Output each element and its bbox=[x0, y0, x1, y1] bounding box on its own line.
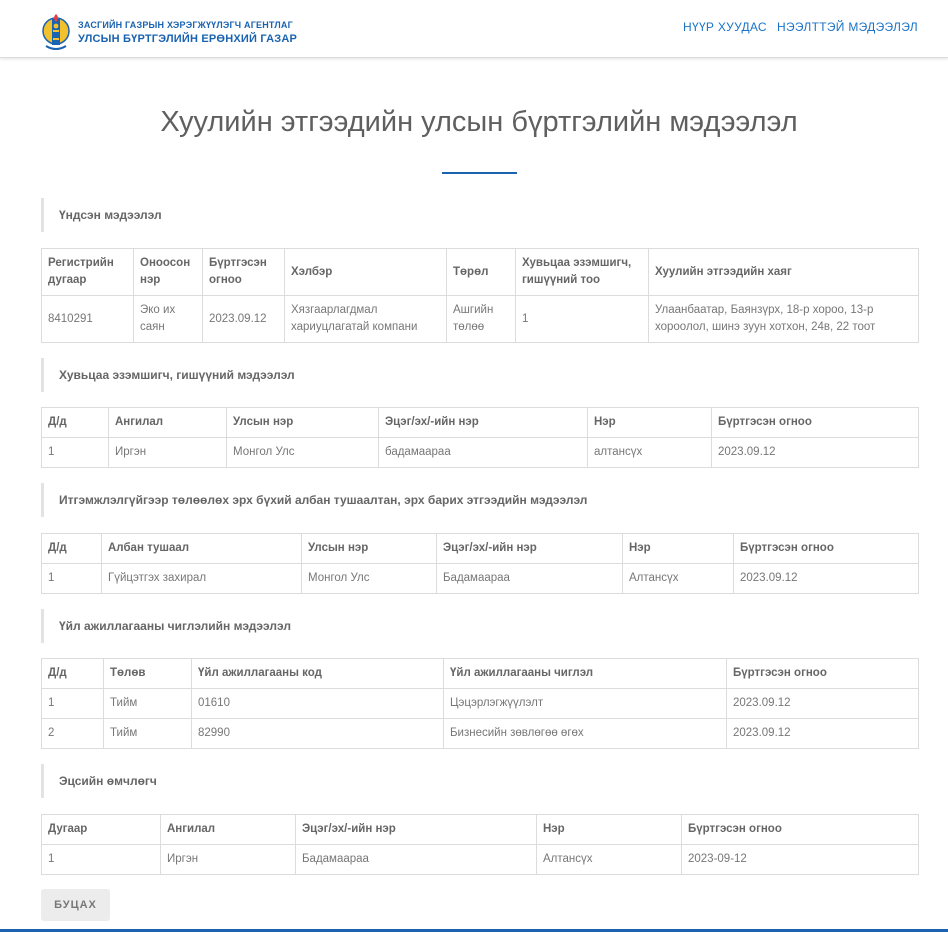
table-cell: Иргэн bbox=[109, 438, 227, 468]
table-header-row bbox=[42, 249, 919, 296]
section-heading-officials: Итгэмжлэлгүйгээр төлөөлөх эрх бүхий албан тушаалтан, эрх барих этгээдийн мэдээлэл bbox=[41, 483, 587, 517]
table-cell: 1 bbox=[42, 564, 102, 594]
shareholders-table bbox=[41, 407, 919, 468]
table-cell: 2023.09.12 bbox=[203, 296, 285, 343]
table-cell: Алтансүх bbox=[537, 845, 682, 875]
column-header: Ангилал bbox=[161, 815, 296, 845]
site-header bbox=[0, 0, 948, 58]
column-header: Д/д bbox=[42, 408, 109, 438]
column-header: Нэр bbox=[623, 534, 734, 564]
column-header: Эцэг/эх/-ийн нэр bbox=[437, 534, 623, 564]
column-header: Бүртгэсэн огноо bbox=[734, 534, 919, 564]
column-header: Улсын нэр bbox=[227, 408, 379, 438]
column-header: Төлөв bbox=[104, 659, 192, 689]
column-header: Төрөл bbox=[447, 249, 516, 296]
table-cell: алтансүх bbox=[588, 438, 712, 468]
table-cell: 1 bbox=[42, 845, 161, 875]
table-cell: Ашгийн төлөө bbox=[447, 296, 516, 343]
table-cell: Иргэн bbox=[161, 845, 296, 875]
column-header: Нэр bbox=[588, 408, 712, 438]
section-heading-beneficial-owner: Эцсийн өмчлөгч bbox=[41, 764, 157, 798]
column-header: Нэр bbox=[537, 815, 682, 845]
column-header: Улсын нэр bbox=[302, 534, 437, 564]
column-header: Регистрийн дугаар bbox=[42, 249, 134, 296]
activities-table bbox=[41, 658, 919, 749]
table-cell: 2023.09.12 bbox=[727, 689, 919, 719]
section-heading-activities: Үйл ажиллагааны чиглэлийн мэдээлэл bbox=[41, 609, 291, 643]
nav-home-link[interactable]: НҮҮР ХУУДАС bbox=[683, 20, 767, 34]
table-cell: Бизнесийн зөвлөгөө өгөх bbox=[444, 719, 727, 749]
table-cell: Хязгаарлагдмал хариуцлагатай компани bbox=[285, 296, 447, 343]
table-row bbox=[42, 689, 919, 719]
column-header: Албан тушаал bbox=[102, 534, 302, 564]
table-header-row bbox=[42, 659, 919, 689]
basic-info-table bbox=[41, 248, 919, 343]
column-header: Дугаар bbox=[42, 815, 161, 845]
table-cell: Тийм bbox=[104, 689, 192, 719]
column-header: Хуулийн этгээдийн хаяг bbox=[649, 249, 919, 296]
table-cell: Алтансүх bbox=[623, 564, 734, 594]
table-cell: 2023.09.12 bbox=[734, 564, 919, 594]
table-cell: Тийм bbox=[104, 719, 192, 749]
column-header: Үйл ажиллагааны чиглэл bbox=[444, 659, 727, 689]
table-header-row bbox=[42, 815, 919, 845]
title-divider bbox=[442, 172, 517, 174]
column-header: Үйл ажиллагааны код bbox=[192, 659, 444, 689]
table-row bbox=[42, 845, 919, 875]
table-cell: Бадамаараа bbox=[296, 845, 537, 875]
table-cell: 2023.09.12 bbox=[727, 719, 919, 749]
officials-table bbox=[41, 533, 919, 594]
table-cell: 2023.09.12 bbox=[712, 438, 919, 468]
column-header: Ангилал bbox=[109, 408, 227, 438]
column-header: Эцэг/эх/-ийн нэр bbox=[379, 408, 588, 438]
table-cell: Цэцэрлэгжүүлэлт bbox=[444, 689, 727, 719]
column-header: Д/д bbox=[42, 534, 102, 564]
table-cell: Улаанбаатар, Баянзүрх, 18-р хороо, 13-р хороолол, шинэ зуун хотхон, 24в, 22 тоот bbox=[649, 296, 919, 343]
org-name-line1: ЗАСГИЙН ГАЗРЫН ХЭРЭГЖҮҮЛЭГЧ АГЕНТЛАГ bbox=[78, 20, 293, 30]
column-header: Бүртгэсэн огноо bbox=[727, 659, 919, 689]
column-header: Бүртгэсэн огноо bbox=[712, 408, 919, 438]
beneficial-owner-table bbox=[41, 814, 919, 875]
table-cell: Монгол Улс bbox=[302, 564, 437, 594]
table-cell: 1 bbox=[516, 296, 649, 343]
table-row bbox=[42, 719, 919, 749]
column-header: Д/д bbox=[42, 659, 104, 689]
back-button[interactable]: БУЦАХ bbox=[41, 889, 110, 921]
table-cell: Эко их саян bbox=[134, 296, 203, 343]
table-header-row bbox=[42, 408, 919, 438]
table-row bbox=[42, 296, 919, 343]
column-header: Бүртгэсэн огноо bbox=[682, 815, 919, 845]
section-heading-basic: Үндсэн мэдээлэл bbox=[41, 198, 162, 232]
table-cell: 8410291 bbox=[42, 296, 134, 343]
table-cell: 01610 bbox=[192, 689, 444, 719]
column-header: Эцэг/эх/-ийн нэр bbox=[296, 815, 537, 845]
table-cell: 2 bbox=[42, 719, 104, 749]
table-cell: Бадамаараа bbox=[437, 564, 623, 594]
page-title: Хуулийн этгээдийн улсын бүртгэлийн мэдээлэл bbox=[160, 106, 798, 138]
soyombo-emblem-icon[interactable] bbox=[42, 10, 70, 52]
table-cell: 1 bbox=[42, 438, 109, 468]
table-cell: 82990 bbox=[192, 719, 444, 749]
column-header: Хувьцаа эзэмшигч, гишүүний тоо bbox=[516, 249, 649, 296]
table-cell: Монгол Улс bbox=[227, 438, 379, 468]
column-header: Бүртгэсэн огноо bbox=[203, 249, 285, 296]
table-cell: бадамаараа bbox=[379, 438, 588, 468]
nav-public-info-link[interactable]: НЭЭЛТТЭЙ МЭДЭЭЛЭЛ bbox=[777, 20, 918, 34]
table-row bbox=[42, 438, 919, 468]
table-cell: Гүйцэтгэх захирал bbox=[102, 564, 302, 594]
table-cell: 2023-09-12 bbox=[682, 845, 919, 875]
column-header: Оноосон нэр bbox=[134, 249, 203, 296]
table-cell: 1 bbox=[42, 689, 104, 719]
table-header-row bbox=[42, 534, 919, 564]
table-row bbox=[42, 564, 919, 594]
section-heading-shareholders: Хувьцаа эзэмшигч, гишүүний мэдээлэл bbox=[41, 358, 295, 392]
column-header: Хэлбэр bbox=[285, 249, 447, 296]
org-name-line2: УЛСЫН БҮРТГЭЛИЙН ЕРӨНХИЙ ГАЗАР bbox=[78, 33, 298, 45]
